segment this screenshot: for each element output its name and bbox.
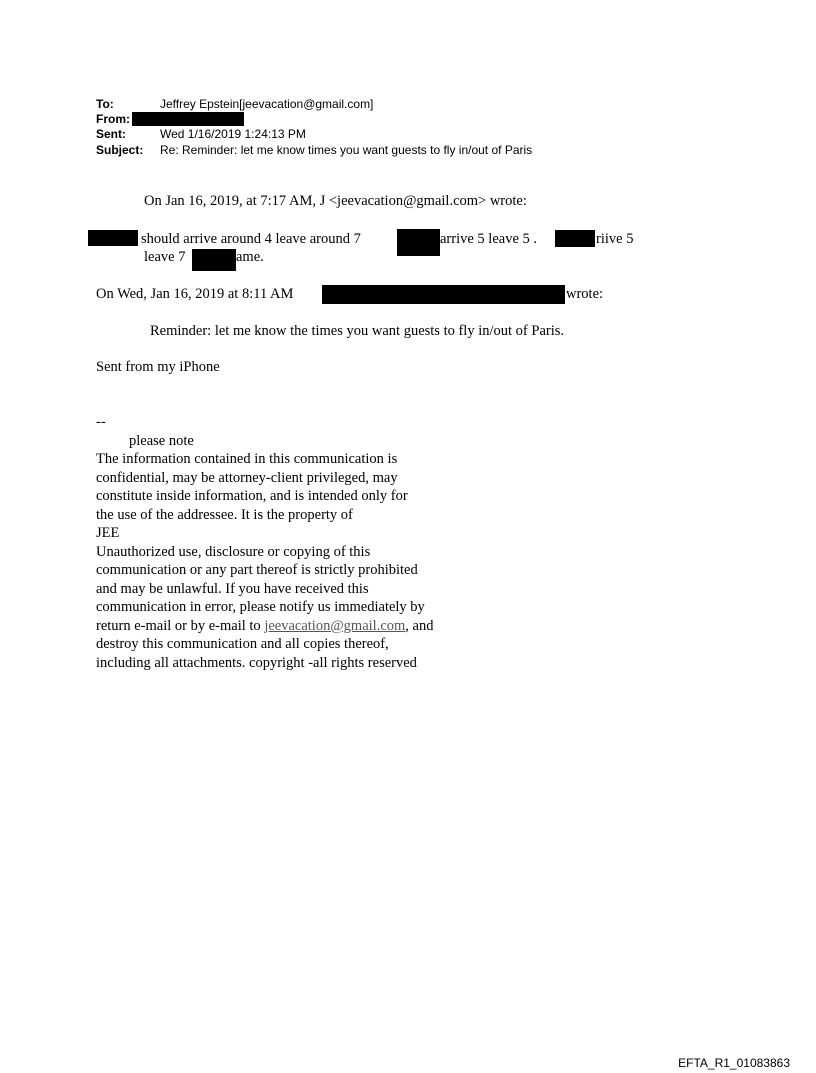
disclaimer-line: communication in error, please notify us immediately by [96, 599, 425, 615]
disclaimer-line: including all attachments. copyright -all rights reserved [96, 654, 417, 671]
subject-value: Re: Reminder: let me know times you want guests to fly in/out of Paris [160, 143, 533, 157]
from-redaction [132, 112, 244, 126]
sender-redaction [322, 285, 565, 304]
header-subject-row [96, 143, 532, 157]
document-id: EFTA_R1_01083863 [678, 1056, 790, 1070]
line1-part-b: arrive 5 leave 5 . [440, 231, 538, 247]
email-link[interactable]: jeevacation@gmail.com [264, 617, 406, 634]
return-suffix: , and [405, 617, 434, 634]
name-redaction-3 [555, 230, 595, 247]
signature-dashes: -- [96, 414, 106, 430]
sent-from-iphone: Sent from my iPhone [96, 359, 220, 375]
reminder-text: Reminder: let me know the times you want guests to fly in/out of Paris. [150, 323, 565, 339]
header-to-row [96, 97, 373, 111]
return-prefix: return e-mail or by e-mail to [96, 617, 265, 634]
disclaimer-line: constitute inside information, and is intended only for [96, 488, 408, 504]
quote2-intro-a: On Wed, Jan 16, 2019 at 8:11 AM [96, 286, 294, 302]
line1-part-c: riive 5 [596, 231, 634, 247]
disclaimer-line: destroy this communication and all copies thereof, [96, 636, 389, 652]
quote2-intro-b: wrote: [566, 286, 604, 302]
line2-part-a: leave 7 [144, 249, 186, 265]
subject-label: Subject: [96, 143, 144, 157]
disclaimer-line: Unauthorized use, disclosure or copying of this [96, 543, 371, 560]
disclaimer-line: JEE [96, 525, 120, 541]
quote1-intro: On Jan 16, 2019, at 7:17 AM, J <jeevacation@gmail.com> wrote: [144, 193, 527, 209]
to-value: Jeffrey Epstein[jeevacation@gmail.com] [160, 97, 374, 111]
name-redaction-1 [88, 230, 138, 246]
please-note: please note [129, 433, 194, 449]
name-redaction-4 [192, 249, 236, 271]
disclaimer-block [96, 450, 433, 672]
from-label: From: [96, 112, 130, 126]
sent-label: Sent: [96, 127, 126, 141]
header-sent-row [96, 127, 306, 141]
header-from-row [96, 112, 132, 126]
line1-part-a: should arrive around 4 leave around 7 [141, 231, 361, 247]
disclaimer-return-line [96, 617, 433, 636]
line2-part-b: ame. [236, 249, 264, 265]
disclaimer-line: The information contained in this communication is [96, 451, 398, 467]
name-redaction-2 [397, 229, 440, 256]
disclaimer-line: confidential, may be attorney-client privileged, may [96, 469, 398, 486]
disclaimer-line: and may be unlawful. If you have received this [96, 580, 369, 597]
sent-value: Wed 1/16/2019 1:24:13 PM [160, 127, 306, 141]
disclaimer-line: communication or any part thereof is strictly prohibited [96, 562, 418, 578]
to-label: To: [96, 97, 114, 111]
disclaimer-line: the use of the addressee. It is the property of [96, 506, 353, 523]
